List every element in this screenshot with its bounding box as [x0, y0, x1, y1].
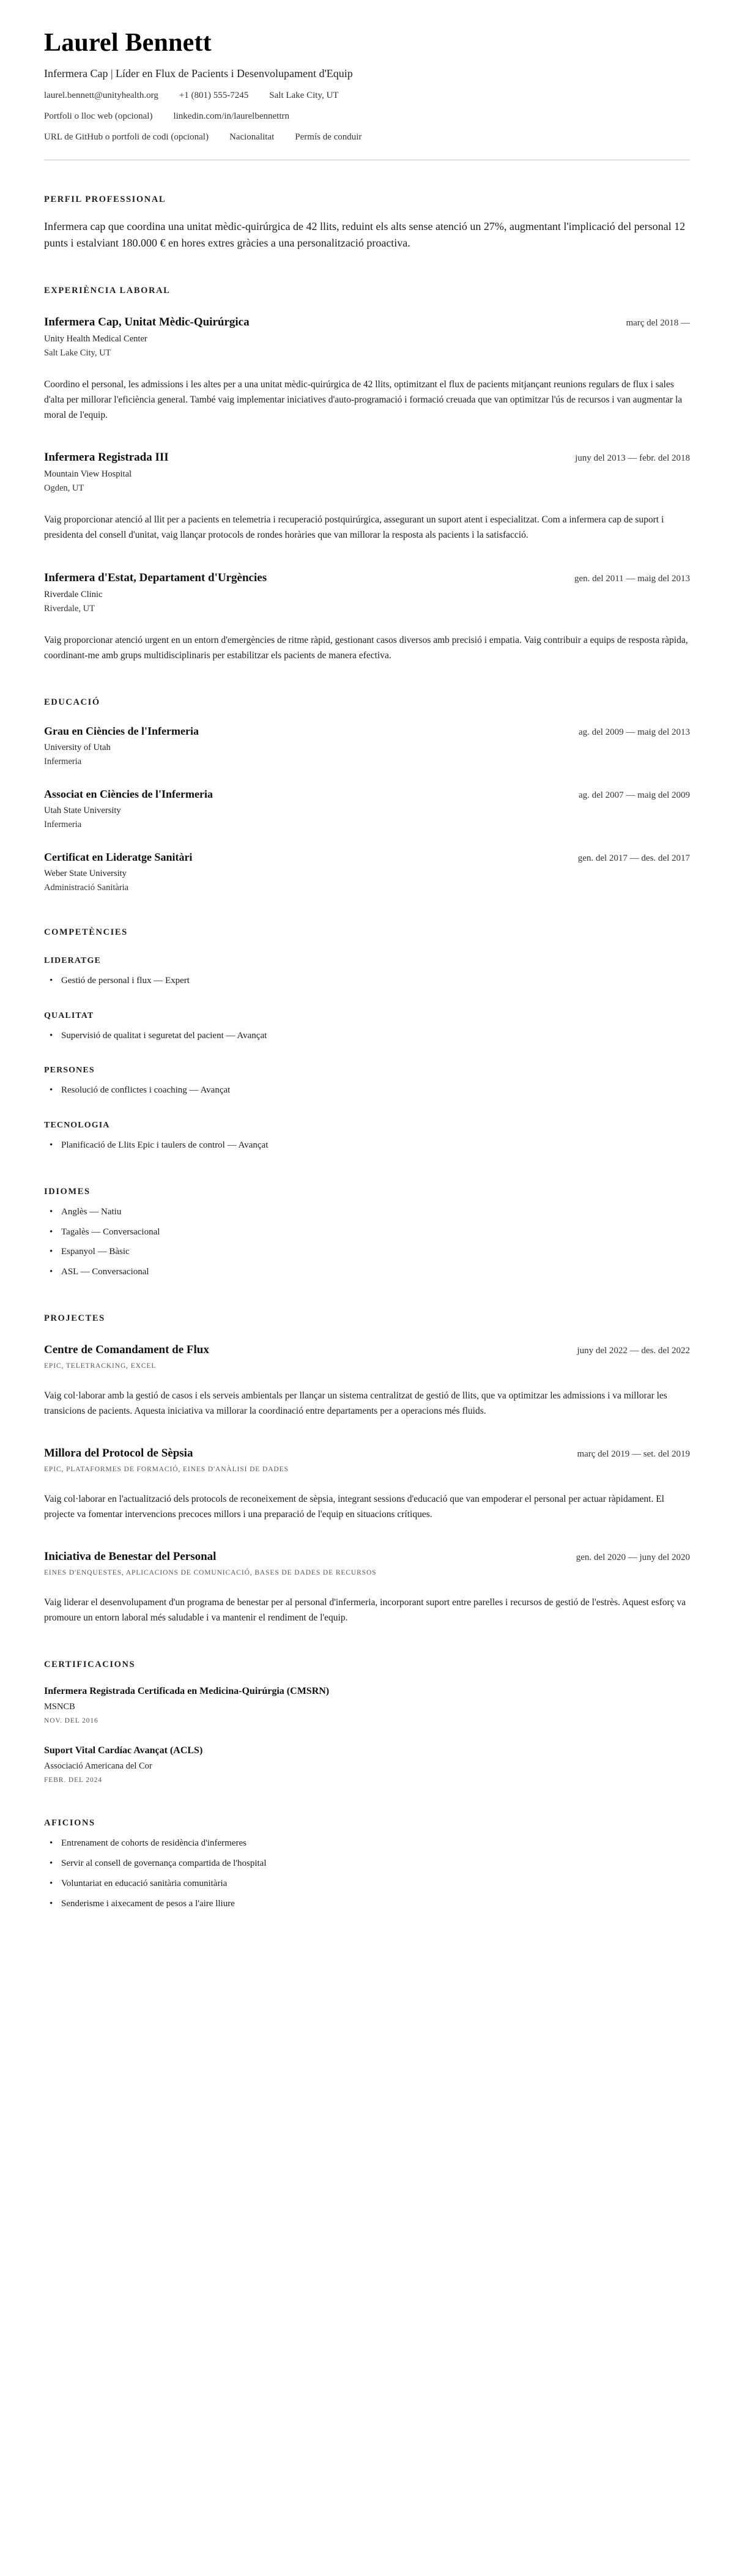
- project-tools: EINES D'ENQUESTES, APLICACIONS DE COMUNICACIÓ, BASES DE DADES DE RECURSOS: [44, 1569, 377, 1577]
- skill-category: PERSONES: [44, 1066, 95, 1075]
- section-hobbies: [44, 1818, 690, 1910]
- skill-category: TECNOLOGIA: [44, 1121, 110, 1130]
- education-entry: [44, 788, 690, 830]
- skill-group: [44, 1121, 690, 1153]
- skill-group: [44, 1011, 690, 1043]
- project-title: Millora del Protocol de Sèpsia: [44, 1446, 193, 1460]
- job-location: Salt Lake City, UT: [44, 348, 111, 358]
- section-languages: [44, 1187, 690, 1279]
- section-skills: [44, 927, 690, 1153]
- job-description: Vaig proporcionar atenció al llit per a pacients en telemetria i recuperació postquirúrgica, assegurant un suport atent i especialitzat. Com a infermera cap de suport i presidenta del consell d'unitat, vaig llançar protocols de rondes horàries que van millorar la resposta als pacients i la satisfacció.: [44, 514, 664, 541]
- education-school: Weber State University: [44, 868, 127, 878]
- skill-list: [44, 1139, 690, 1153]
- language-list: [44, 1206, 690, 1279]
- project-dates: gen. del 2020 — juny del 2020: [576, 1553, 690, 1563]
- section-heading-profile: PERFIL PROFESSIONAL: [44, 195, 166, 204]
- education-school: University of Utah: [44, 742, 111, 752]
- education-dates: ag. del 2007 — maig del 2009: [578, 790, 690, 800]
- skill-item: • Supervisió de qualitat i seguretat del pacient — Avançat: [44, 1030, 690, 1043]
- job-description: Vaig proporcionar atenció urgent en un entorn d'emergències de ritme ràpid, gestionant casos diversos amb precisió i empatia. Vaig contribuir a equips de resposta ràpida, coordinant-me amb grups multidisciplinaris per estabilitzar els pacients de manera efectiva.: [44, 634, 688, 661]
- job-entry-head: [44, 451, 690, 464]
- education-dates: gen. del 2017 — des. del 2017: [577, 853, 690, 863]
- section-heading-education: EDUCACIÓ: [44, 697, 100, 707]
- contact-email: laurel.bennett@unityhealth.org: [44, 91, 158, 100]
- candidate-tagline: Infermera Cap | Líder en Flux de Pacients i Desenvolupament d'Equip: [44, 67, 353, 80]
- certification-title: Suport Vital Cardíac Avançat (ACLS): [44, 1745, 203, 1756]
- section-heading-skills: COMPETÈNCIES: [44, 927, 128, 937]
- project-entry: [44, 1447, 690, 1522]
- candidate-name: Laurel Bennett: [44, 29, 212, 57]
- resume-header: [44, 28, 690, 160]
- section-heading-certifications: CERTIFICACIONS: [44, 1660, 136, 1670]
- contact-row-primary: [44, 91, 690, 101]
- job-entry: [44, 451, 690, 543]
- language-item: • ASL — Conversacional: [44, 1266, 690, 1279]
- language-item: • Anglès — Natiu: [44, 1206, 690, 1219]
- skill-item: • Resolució de conflictes i coaching — Avançat: [44, 1084, 690, 1097]
- contact-portfolio: Portfoli o lloc web (opcional): [44, 111, 153, 121]
- section-education: [44, 697, 690, 893]
- section-experience: [44, 286, 690, 663]
- certification-date: FEBR. DEL 2024: [44, 1776, 102, 1784]
- project-dates: març del 2019 — set. del 2019: [577, 1449, 690, 1459]
- skill-list: [44, 1030, 690, 1043]
- hobby-item: • Servir al consell de governança compartida de l'hospital: [44, 1857, 690, 1871]
- contact-linkedin: linkedin.com/in/laurelbennettrn: [173, 111, 289, 121]
- education-entry: [44, 851, 690, 893]
- project-entry-head: [44, 1550, 690, 1564]
- skill-group: [44, 1066, 690, 1097]
- education-school: Utah State University: [44, 805, 121, 815]
- project-tools: EPIC, TELETRACKING, EXCEL: [44, 1362, 157, 1370]
- education-entry-head: [44, 725, 690, 738]
- education-degree: Certificat en Lideratge Sanitàri: [44, 850, 193, 863]
- project-dates: juny del 2022 — des. del 2022: [577, 1345, 690, 1356]
- section-heading-experience: EXPERIÈNCIA LABORAL: [44, 286, 171, 295]
- project-description: Vaig col·laborar en l'actualització dels protocols de reconeixement de sèpsia, integrant sessions d'educació que van empoderar el personal per actuar ràpidament. El projecte va fomentar intervencions precoces millors i una preparació de l'equip en situacions crítiques.: [44, 1493, 664, 1520]
- education-field: Infermeria: [44, 756, 82, 766]
- language-item: • Espanyol — Bàsic: [44, 1245, 690, 1259]
- job-entry: [44, 571, 690, 663]
- job-title: Infermera d'Estat, Departament d'Urgències: [44, 571, 267, 584]
- job-entry: [44, 316, 690, 423]
- job-title: Infermera Cap, Unitat Mèdic-Quirúrgica: [44, 316, 250, 328]
- job-company: Unity Health Medical Center: [44, 334, 147, 344]
- job-title: Infermera Registrada III: [44, 451, 169, 464]
- hobby-item: • Voluntariat en educació sanitària comunitària: [44, 1877, 690, 1891]
- certification-issuer: MSNCB: [44, 1702, 75, 1712]
- contact-phone: +1 (801) 555-7245: [179, 91, 249, 100]
- hobby-item: • Senderisme i aixecament de pesos a l'aire lliure: [44, 1898, 690, 1911]
- section-certifications: [44, 1660, 690, 1784]
- skill-category: LIDERATGE: [44, 956, 101, 965]
- skill-item: • Planificació de Llits Epic i taulers de control — Avançat: [44, 1139, 690, 1153]
- job-entry-head: [44, 571, 690, 585]
- skill-item: • Gestió de personal i flux — Expert: [44, 974, 690, 988]
- section-heading-languages: IDIOMES: [44, 1186, 91, 1197]
- contact-row-tertiary: [44, 132, 690, 143]
- education-field: Infermeria: [44, 819, 82, 830]
- project-entry-head: [44, 1343, 690, 1357]
- project-title: Centre de Comandament de Flux: [44, 1343, 209, 1356]
- job-dates: gen. del 2011 — maig del 2013: [574, 573, 690, 584]
- education-degree: Associat en Ciències de l'Infermeria: [44, 787, 213, 800]
- certification-entry: [44, 1686, 690, 1724]
- certification-issuer: Associació Americana del Cor: [44, 1761, 152, 1772]
- project-description: Vaig liderar el desenvolupament d'un programa de benestar per al personal d'infermeria, incorporant suport entre parelles i recursos de gestió de l'estrès. Aquest esforç va promoure un entorn laboral més saludable i va mantenir el rendiment de l'equip.: [44, 1597, 686, 1624]
- hobby-list: [44, 1837, 690, 1910]
- education-entry-head: [44, 851, 690, 864]
- education-entry: [44, 725, 690, 767]
- contact-github: URL de GitHub o portfoli de codi (opcional): [44, 132, 209, 142]
- job-dates: juny del 2013 — febr. del 2018: [575, 453, 690, 464]
- section-heading-projects: PROJECTES: [44, 1313, 105, 1323]
- hobby-item: • Entrenament de cohorts de residència d'infermeres: [44, 1837, 690, 1850]
- job-dates: març del 2018 —: [626, 318, 690, 328]
- profile-summary: Infermera cap que coordina una unitat mèdic-quirúrgica de 42 llits, reduint els alts sense atenció un 27%, augmentant l'implicació del personal 12 punts i estalviant 180.000 € en hores extres gràcies a una personalització proactiva.: [44, 220, 686, 249]
- project-tools: EPIC, PLATAFORMES DE FORMACIÓ, EINES D'ANÀLISI DE DADES: [44, 1465, 289, 1473]
- contact-nationality: Nacionalitat: [229, 132, 275, 142]
- job-location: Ogden, UT: [44, 483, 84, 494]
- certification-date: NOV. DEL 2016: [44, 1717, 98, 1725]
- certification-title: Infermera Registrada Certificada en Medicina-Quirúrgia (CMSRN): [44, 1686, 330, 1697]
- skill-list: [44, 1084, 690, 1097]
- job-location: Riverdale, UT: [44, 603, 95, 614]
- project-entry: [44, 1550, 690, 1625]
- education-dates: ag. del 2009 — maig del 2013: [578, 727, 690, 737]
- contact-row-secondary: [44, 111, 690, 122]
- section-projects: [44, 1313, 690, 1626]
- education-entry-head: [44, 788, 690, 801]
- job-description: Coordino el personal, les admissions i les altes per a una unitat mèdic-quirúrgica de 42 llits, optimitzant el flux de pacients mitjançant reunions regulars de flux i sales d'alta per millorar l'eficiència general. També vaig implementar iniciatives d'auto-programació i formació creuada que van optimitzar l'ús de recursos i van augmentar la moral de l'equip.: [44, 379, 683, 421]
- job-entry-head: [44, 316, 690, 329]
- education-degree: Grau en Ciències de l'Infermeria: [44, 724, 199, 737]
- project-entry-head: [44, 1447, 690, 1460]
- project-title: Iniciativa de Benestar del Personal: [44, 1550, 217, 1564]
- skill-list: [44, 974, 690, 988]
- section-heading-hobbies: AFICIONS: [44, 1818, 95, 1828]
- skill-category: QUALITAT: [44, 1011, 94, 1020]
- project-description: Vaig col·laborar amb la gestió de casos i els serveis ambientals per llançar un sistema centralitzat de gestió de llits, que va optimitzar les admissions i va millorar les transicions de pacients. Aquesta iniciativa va millorar la coordinació entre departaments per a operacions més fluids.: [44, 1390, 667, 1416]
- section-profile: [44, 195, 690, 251]
- job-company: Mountain View Hospital: [44, 469, 132, 480]
- language-item: • Tagalès — Conversacional: [44, 1226, 690, 1239]
- education-field: Administració Sanitària: [44, 882, 129, 893]
- skill-group: [44, 956, 690, 988]
- job-company: Riverdale Clinic: [44, 589, 103, 599]
- project-entry: [44, 1343, 690, 1419]
- contact-location: Salt Lake City, UT: [269, 91, 339, 100]
- contact-driving-license: Permís de conduir: [295, 132, 362, 142]
- certification-entry: [44, 1745, 690, 1784]
